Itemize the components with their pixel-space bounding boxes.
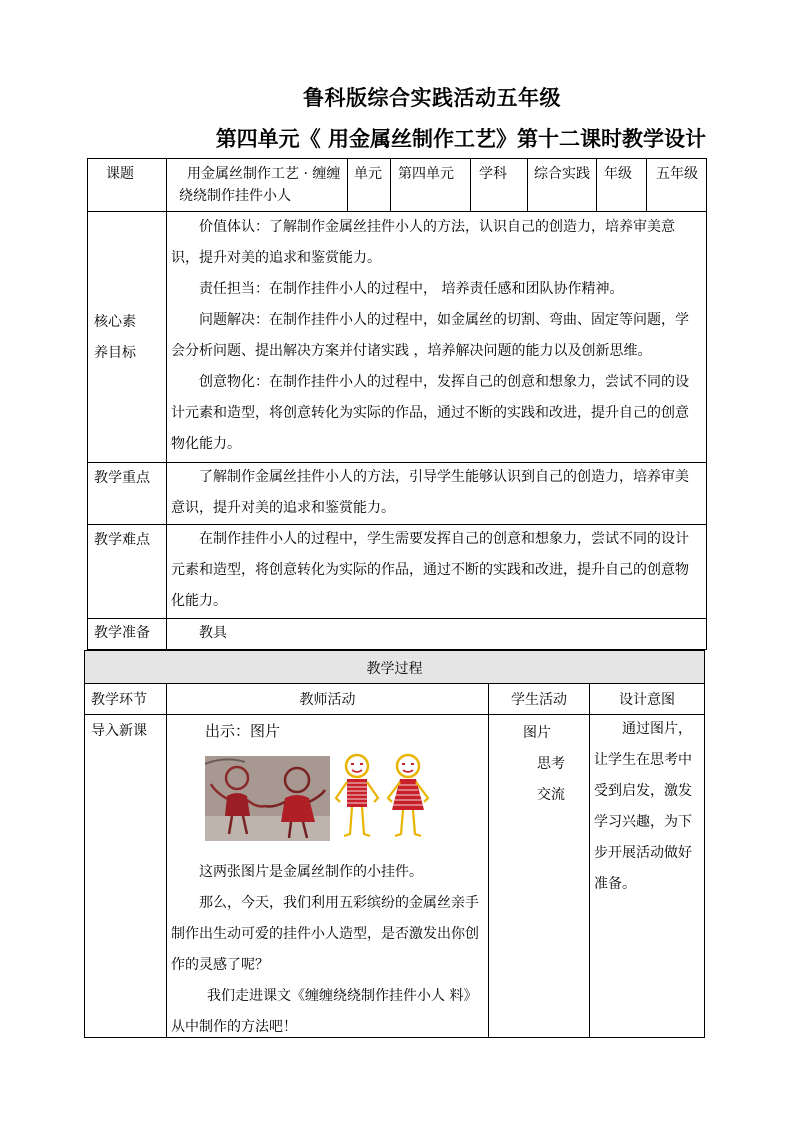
cell-student-activity <box>488 714 589 1038</box>
cell-difficulty: 在制作挂件小人的过程中，学生需要发挥自己的创意和想象力，尝试不同的设计元素和造型，将创意转化为实际的作品，通过不断的实践和改进，提升自己的创意物化能力。 <box>166 524 707 619</box>
cell-unit: 第四单元 <box>390 158 470 212</box>
teacher-para-1: 这两张图片是金属丝制作的小挂件。 <box>199 864 423 880</box>
photo-red-wire-figures <box>205 756 330 841</box>
red-wire-figures-drawing <box>205 756 330 841</box>
student-activity-2: 思考 <box>537 756 565 772</box>
topic-line1: 用金属丝制作工艺 · 缠缠 <box>187 166 341 182</box>
cell-subject: 综合实践 <box>527 158 596 212</box>
lesson-title: 第四单元《 用金属丝制作工艺》第十二课时教学设计 <box>215 127 706 151</box>
cell-label-unit: 单元 <box>347 158 390 212</box>
yellow-wire-figures-drawing <box>330 752 438 842</box>
photo-yellow-wire-figures <box>330 752 438 842</box>
cell-topic <box>166 158 347 212</box>
header-stage: 教学环节 <box>84 684 166 715</box>
cell-label-difficulty: 教学难点 <box>87 524 166 619</box>
cell-label-grade: 年级 <box>596 158 646 212</box>
header-teacher: 教师活动 <box>166 684 488 715</box>
student-activity-1: 图片 <box>523 725 551 741</box>
document-title: 鲁科版综合实践活动五年级 <box>303 86 561 110</box>
core-goal-creativity: 创意物化：在制作挂件小人的过程中，发挥自己的创意和想象力，尝试不同的设计元素和造型，将创意转化为实际的作品，通过不断的实践和改进，提升自己的创意物化能力。 <box>171 374 689 452</box>
teacher-para-2: 那么，今天，我们利用五彩缤纷的金属丝亲手制作出生动可爱的挂件小人造型，是否激发出你创作的灵感了呢？ <box>171 895 479 973</box>
cell-label-core: 核心素 养目标 <box>87 211 166 463</box>
student-activity-3: 交流 <box>537 787 565 803</box>
core-goal-problem-solving: 问题解决：在制作挂件小人的过程中，如金属丝的切割、弯曲、固定等问题，学会分析问题、提出解决方案并付诸实践 ，培养解决问题的能力以及创新思维。 <box>171 312 689 359</box>
header-intent: 设计意图 <box>589 684 705 715</box>
topic-line2: 绕绕制作挂件小人 <box>179 188 291 204</box>
cell-core-goals <box>166 211 707 463</box>
cell-label-subject: 学科 <box>470 158 527 212</box>
cell-stage: 导入新课 <box>84 714 166 1038</box>
cell-prep: 教具 <box>166 618 707 650</box>
cell-label-topic: 课题 <box>87 158 166 212</box>
cell-label-prep: 教学准备 <box>87 618 166 650</box>
cell-label-keypoint: 教学重点 <box>87 462 166 525</box>
teacher-para-3: 我们走进课文《缠缠绕绕制作挂件小人 料》从中制作的方法吧！ <box>171 988 478 1035</box>
cell-design-intent: 通过图片，让学生在思考中受到启发，激发学习兴趣，为下步开展活动做好准备。 <box>589 714 705 1038</box>
teacher-show-label: 出示：图片 <box>205 722 281 740</box>
cell-keypoint: 了解制作金属丝挂件小人的方法，引导学生能够认识到自己的创造力，培养审美意识，提升对美的追求和鉴赏能力。 <box>166 462 707 525</box>
core-goal-value: 价值体认：了解制作金属丝挂件小人的方法，认识自己的创造力，培养审美意识，提升对美的追求和鉴赏能力。 <box>171 219 675 266</box>
core-goal-responsibility: 责任担当：在制作挂件小人的过程中， 培养责任感和团队协作精神。 <box>199 281 624 297</box>
cell-grade: 五年级 <box>646 158 707 212</box>
process-title-bar: 教学过程 <box>84 650 705 684</box>
header-student: 学生活动 <box>488 684 589 715</box>
